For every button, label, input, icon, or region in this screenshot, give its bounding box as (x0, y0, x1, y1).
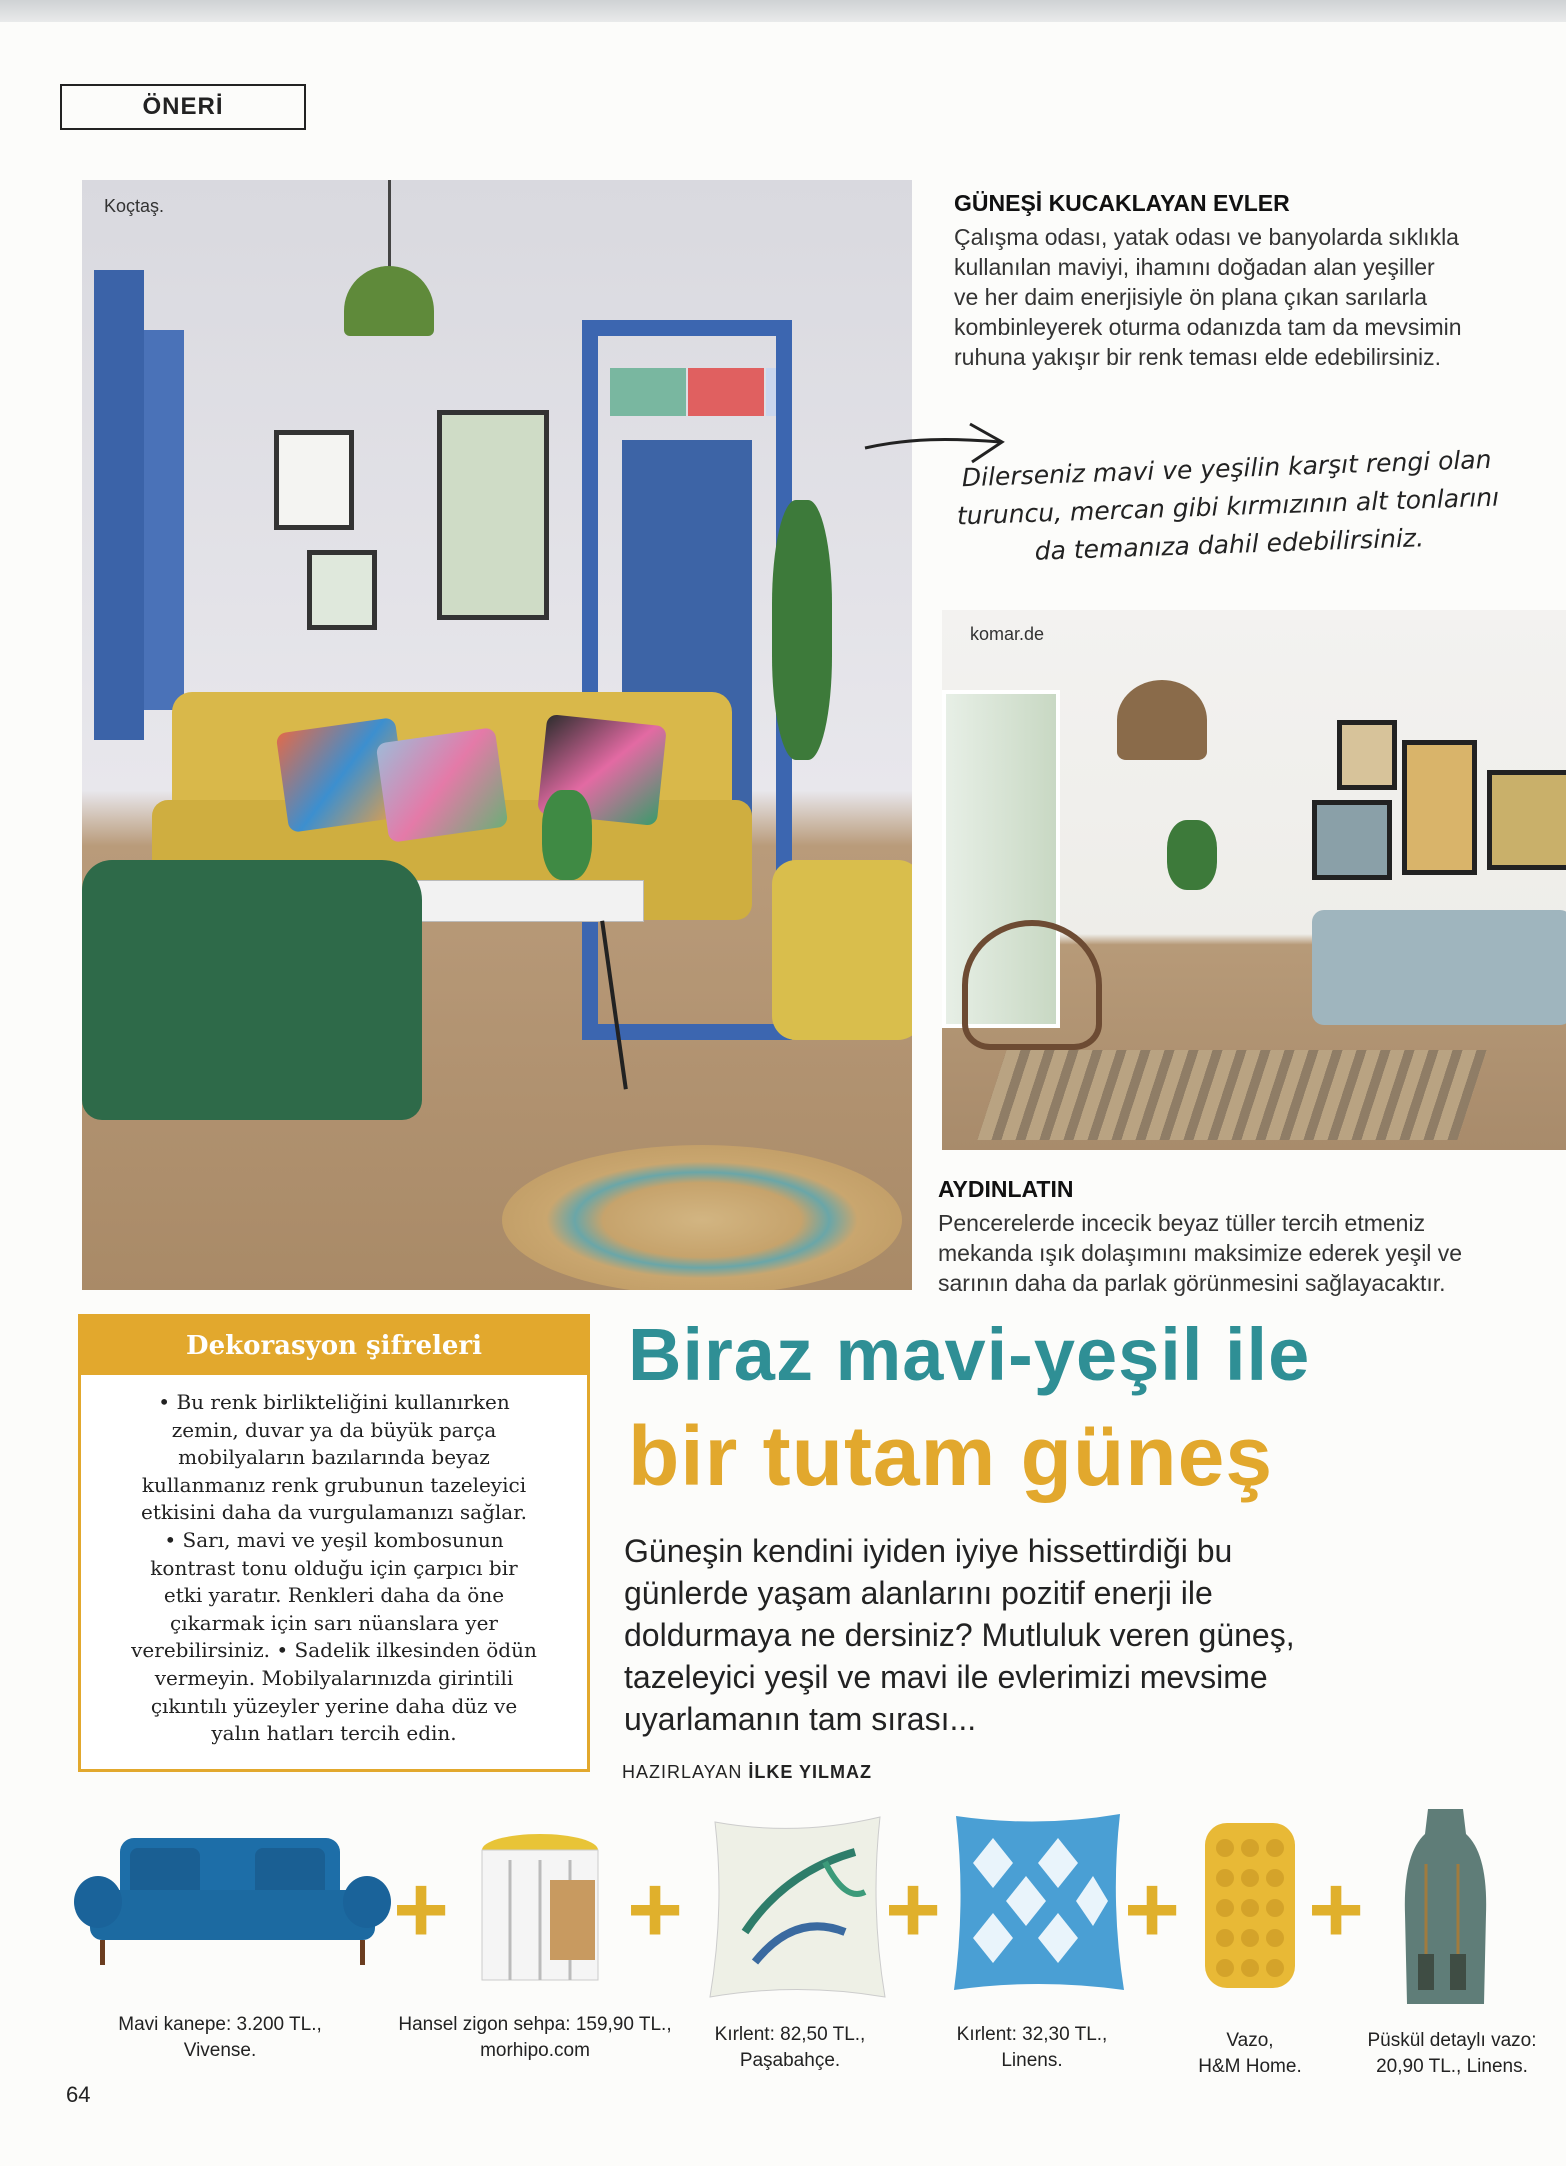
text-line: doldurmaya ne dersiniz? Mutluluk veren güneş, (624, 1617, 1295, 1653)
plus-sign: + (393, 1856, 450, 1963)
caption-line: Hansel zigon sehpa: 159,90 TL., (398, 2014, 672, 2035)
page-title-line1: Biraz mavi-yeşil ile (628, 1313, 1311, 1396)
box-text (81, 1375, 587, 1748)
text-line: uyarlamanın tam sırası... (624, 1701, 977, 1737)
product-caption (700, 2022, 880, 2074)
product-caption (1180, 2028, 1320, 2080)
byline-label: HAZIRLAYAN (622, 1762, 743, 1782)
text-line: etki yaratır. Renkleri daha da öne (163, 1583, 505, 1608)
text-line: kullanmanız renk grubunun tazeleyici (141, 1472, 527, 1497)
door-glass-blue (766, 368, 776, 416)
text-line: ve her daim enerjisiyle ön plana çıkan sarılarla (954, 284, 1428, 310)
green-armchair (82, 860, 422, 1120)
text-line: Güneşin kendini iyiden iyiye hissettirdiği bu (624, 1533, 1233, 1569)
door-glass-green (610, 368, 686, 416)
text-line: kullanılan maviyi, ihamını doğadan alan yeşiller (954, 254, 1435, 280)
text-line: zemin, duvar ya da büyük parça (171, 1417, 497, 1442)
rattan-chair (962, 920, 1102, 1050)
tall-plant (772, 500, 832, 760)
text-line: günlerde yaşam alanlarını pozitif enerji ile (624, 1575, 1213, 1611)
article-body (954, 222, 1544, 372)
photo-credit: komar.de (970, 624, 1045, 644)
page-number: 64 (66, 2082, 91, 2107)
caption-line: Vazo, (1226, 2030, 1274, 2051)
tassel-vase-product (1398, 1804, 1493, 2014)
text-line: etkisini daha da vurgulamanızı sağlar. (141, 1500, 527, 1525)
cactus-vase (542, 790, 592, 880)
byline-author: İLKE YILMAZ (748, 1762, 873, 1782)
light-blue-sofa (1312, 910, 1566, 1025)
blue-sofa-product (70, 1830, 395, 1980)
byline (622, 1762, 872, 1783)
plus-sign: + (1308, 1856, 1365, 1963)
product-caption (1352, 2028, 1552, 2080)
text-line: Dilerseniz mavi ve yeşilin karşıt rengi olan (961, 444, 1492, 493)
text-line: vermeyin. Mobilyalarınızda girintili (154, 1665, 514, 1690)
caption-line: Linens. (1001, 2050, 1063, 2071)
yellow-armchair (772, 860, 912, 1040)
flamingo-frame (437, 410, 549, 620)
text-line: sarının daha da parlak görünmesini sağlayacaktır. (938, 1270, 1446, 1296)
cushion-tropical (376, 727, 509, 843)
caption-line: Mavi kanepe: 3.200 TL., (118, 2014, 322, 2035)
ikat-cushion-product (948, 1808, 1128, 1996)
window-shutter-right (144, 330, 184, 710)
leaf-cushion-product (705, 1812, 890, 2002)
door-glass-red (688, 368, 764, 416)
text-line: kontrast tonu olduğu için çarpıcı bir (150, 1555, 518, 1580)
text-line: mobilyaların bazılarında beyaz (178, 1445, 490, 1470)
text-line: kombinleyerek oturma odanızda tam da mevsimin (954, 314, 1462, 340)
wall-frame (1337, 720, 1397, 790)
lead-paragraph (624, 1530, 1384, 1740)
wall-frame (1312, 800, 1392, 880)
text-line: verebilirsiniz. • Sadelik ilkesinden ödün (131, 1638, 537, 1663)
striped-rug (977, 1050, 1486, 1140)
living-room-photo (82, 180, 912, 1290)
caption-line: Vivense. (183, 2040, 257, 2061)
green-pendant-lamp (344, 266, 434, 336)
plus-sign: + (627, 1856, 684, 1963)
article-heading: GÜNEŞİ KUCAKLAYAN EVLER (954, 190, 1290, 216)
article-heading: AYDINLATIN (938, 1176, 1074, 1202)
page-title-line2: bir tutam güneş (628, 1409, 1274, 1503)
text-line: ruhuna yakışır bir renk teması elde edebilirsiniz. (954, 344, 1442, 370)
caption-line: 20,90 TL., Linens. (1376, 2056, 1528, 2077)
text-line: Pencerelerde incecik beyaz tüller tercih etmeniz (938, 1210, 1426, 1236)
yellow-vase-product (1200, 1818, 1300, 1993)
rattan-pendant-lamp (1117, 680, 1207, 760)
text-line: yalın hatları tercih edin. (211, 1721, 457, 1746)
text-line: mekanda ışık dolaşımını maksimize ederek yeşil ve (938, 1240, 1463, 1266)
page-top-edge (0, 0, 1566, 22)
caption-line: morhipo.com (480, 2040, 590, 2061)
text-line: • Bu renk birlikteliğini kullanırken (158, 1390, 510, 1414)
bright-room-photo (942, 610, 1566, 1150)
plus-sign: + (1124, 1856, 1181, 1963)
window-shutter-left (94, 270, 144, 740)
caption-line: Paşabahçe. (739, 2050, 841, 2071)
product-caption (100, 2012, 340, 2064)
round-jute-rug (502, 1145, 902, 1290)
text-line: turuncu, mercan gibi kırmızının alt tonlarını (956, 482, 1500, 531)
decoration-tips-box (78, 1314, 590, 1772)
wall-frame (1487, 770, 1566, 870)
wall-frame (274, 430, 354, 530)
caption-line: Kırlent: 32,30 TL., (956, 2024, 1108, 2045)
plus-sign: + (885, 1856, 942, 1963)
article-body (938, 1208, 1548, 1298)
hanging-plant (1167, 820, 1217, 890)
text-line: çıkarmak için sarı nüanslara yer (170, 1610, 498, 1635)
photo-credit: Koçtaş. (104, 196, 165, 216)
text-line: da temanıza dahil edebilirsiniz. (1034, 523, 1425, 566)
text-line: çıkıntılı yüzeyler yerine daha düz ve (150, 1693, 518, 1718)
text-line: Çalışma odası, yatak odası ve banyolarda sıklıkla (954, 224, 1459, 250)
leaf-frame (307, 550, 377, 630)
product-caption (390, 2012, 680, 2064)
side-table-product (470, 1830, 610, 1990)
box-title: Dekorasyon şifreleri (81, 1317, 587, 1375)
lamp-cord (388, 180, 391, 270)
text-line: tazeleyici yeşil ve mavi ile evlerimizi mevsime (624, 1659, 1268, 1695)
caption-line: Kırlent: 82,50 TL., (714, 2024, 866, 2045)
caption-line: Püskül detaylı vazo: (1367, 2030, 1537, 2051)
handwritten-note (946, 440, 1510, 573)
wall-frame (1402, 740, 1477, 875)
text-line: • Sarı, mavi ve yeşil kombosunun (164, 1527, 504, 1552)
product-caption (942, 2022, 1122, 2074)
caption-line: H&M Home. (1198, 2056, 1302, 2077)
section-tag: ÖNERİ (60, 84, 306, 130)
